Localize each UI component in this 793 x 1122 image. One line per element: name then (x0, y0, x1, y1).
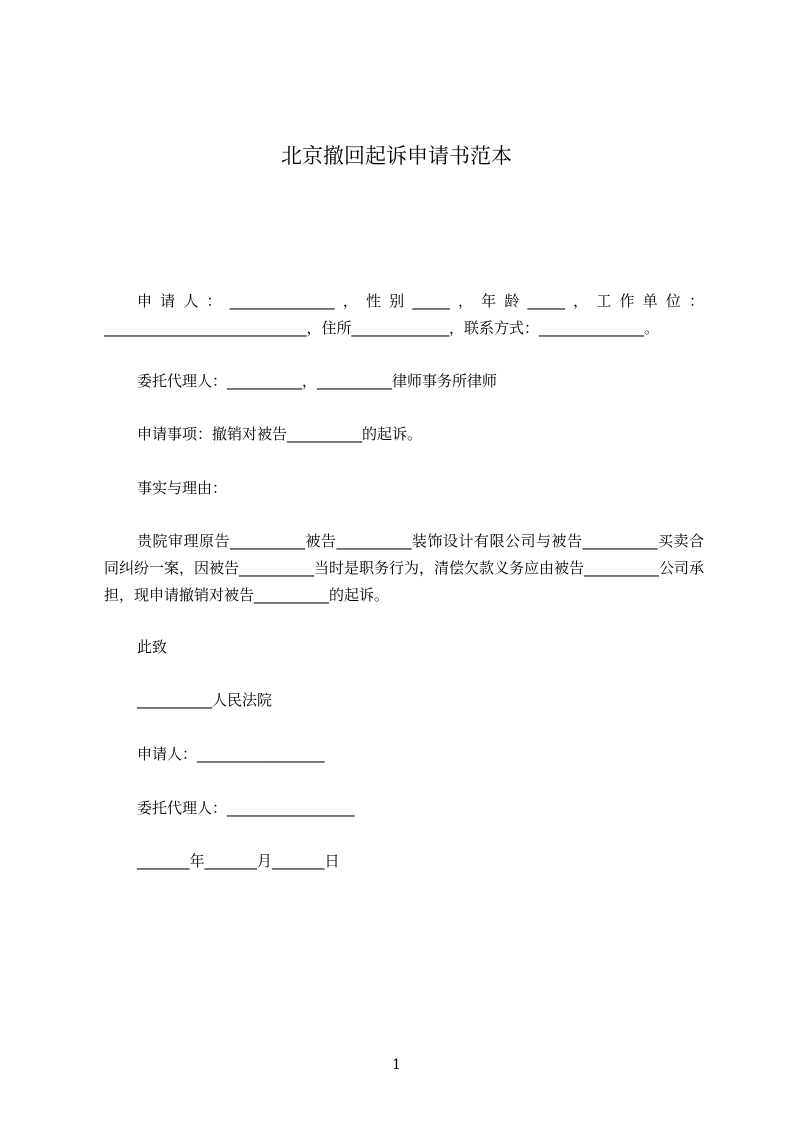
date-line: _______年_______月_______日 (137, 852, 340, 870)
salutation: 此致 (137, 638, 168, 656)
request-item-paragraph: 申请事项：撤销对被告__________的起诉。 (137, 425, 423, 443)
agent-paragraph: 委托代理人：__________，__________律师事务所律师 (137, 372, 498, 390)
facts-heading: 事实与理由： (137, 479, 228, 497)
signature-applicant: 申请人：_________________ (137, 745, 325, 763)
signature-agent: 委托代理人：_________________ (137, 799, 355, 817)
applicant-info-paragraph: 申请人：______________，性别_____，年龄_____，工作单位：___________________________，住所_____________，联系方式：______________。 (104, 292, 704, 337)
page-number: 1 (392, 1057, 401, 1073)
court-line: __________人民法院 (137, 691, 273, 709)
facts-body-paragraph: 贵院审理原告__________被告__________装饰设计有限公司与被告__________买卖合同纠纷一案，因被告__________当时是职务行为，清偿欠款义务应由被告__________公司承担，现申请撤销对被告__________的起诉。 (104, 532, 705, 604)
document-title: 北京撤回起诉申请书范本 (281, 144, 512, 168)
